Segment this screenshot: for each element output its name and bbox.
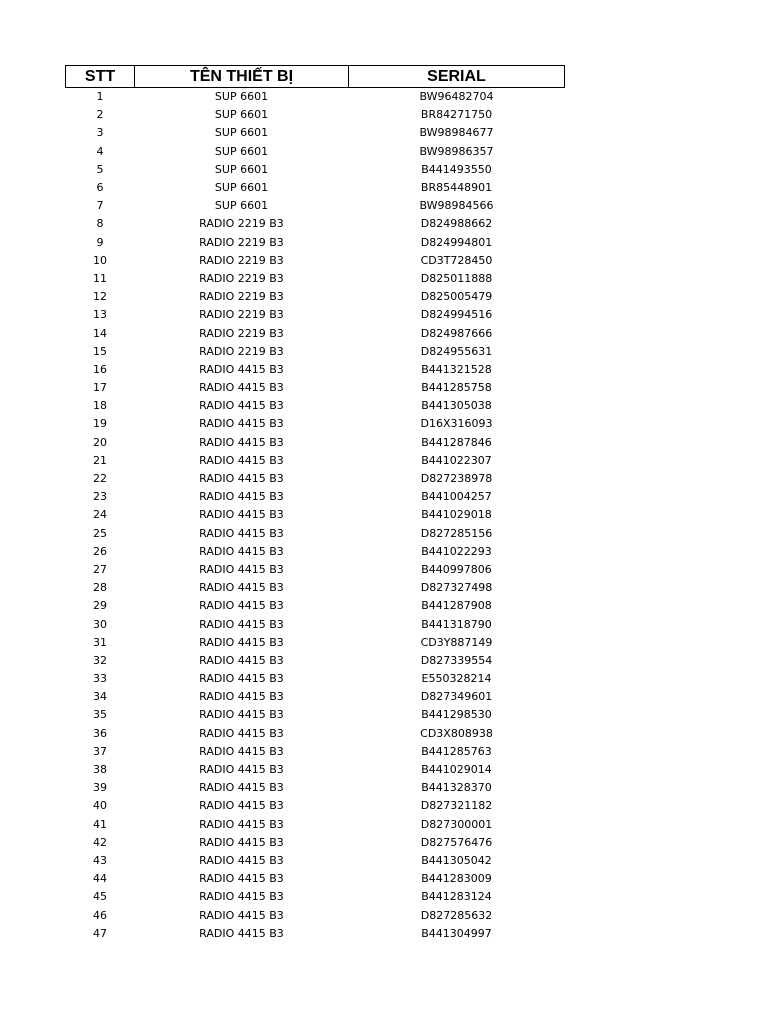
row-device-name-cell: RADIO 2219 B3 [199,235,284,249]
table-row [66,379,565,397]
row-device-name-cell: RADIO 4415 B3 [199,381,284,395]
row-serial-cell: B441283124 [421,890,492,904]
row-serial-cell: D827300001 [420,817,493,831]
table-row [66,706,565,724]
table-row [66,234,565,252]
row-stt-cell: 32 [93,653,107,667]
row-serial-cell: D827327498 [420,581,493,595]
table-header [66,66,565,88]
row-serial-cell: D825005479 [420,290,493,304]
header-row [66,66,565,88]
row-stt-cell: 26 [93,544,107,558]
table-row [66,215,565,233]
row-serial-cell: B441285758 [421,381,492,395]
row-stt-cell: 19 [93,417,107,431]
row-device-name-cell: RADIO 2219 B3 [199,271,284,285]
row-serial-cell: B440997806 [421,562,492,576]
row-stt-cell: 21 [93,453,107,467]
row-stt-cell: 45 [93,890,107,904]
equipment-table [65,65,565,943]
row-device-name-cell: RADIO 4415 B3 [199,690,284,704]
table-row [66,143,565,161]
table-row [66,779,565,797]
row-serial-cell: D827349601 [420,690,493,704]
row-serial-cell: B441029018 [421,508,492,522]
row-device-name-cell: RADIO 2219 B3 [199,217,284,231]
table-row [66,543,565,561]
row-device-name-cell: RADIO 2219 B3 [199,344,284,358]
table-row [66,324,565,342]
row-serial-cell: B441004257 [421,490,492,504]
table-row [66,925,565,943]
row-stt-cell: 12 [93,290,107,304]
row-device-name-cell: RADIO 4415 B3 [199,544,284,558]
row-stt-cell: 25 [93,526,107,540]
row-serial-cell: CD3T728450 [420,253,493,267]
row-device-name-cell: RADIO 4415 B3 [199,763,284,777]
row-serial-cell: D827285156 [420,526,493,540]
row-stt-cell: 47 [93,926,107,940]
row-stt-cell: 3 [96,126,104,140]
row-stt-cell: 11 [93,271,107,285]
row-stt-cell: 8 [96,217,104,231]
row-stt-cell: 38 [93,763,107,777]
row-device-name-cell: RADIO 4415 B3 [199,508,284,522]
row-stt-cell: 39 [93,781,107,795]
row-stt-cell: 29 [93,599,107,613]
row-serial-cell: BW96482704 [419,90,494,104]
equipment-sheet [65,65,564,943]
row-serial-cell: CD3Y887149 [420,635,493,649]
header-device-name: TÊN THIẾT BỊ [135,66,349,88]
row-stt-cell: 5 [96,162,104,176]
row-device-name-cell: RADIO 4415 B3 [199,799,284,813]
table-row [66,525,565,543]
row-device-name-cell: RADIO 4415 B3 [199,926,284,940]
table-row [66,597,565,615]
table-body [66,88,565,943]
table-row [66,816,565,834]
row-device-name-cell: RADIO 4415 B3 [199,653,284,667]
row-stt-cell: 20 [93,435,107,449]
row-stt-cell: 37 [93,744,107,758]
table-row [66,343,565,361]
row-device-name-cell: RADIO 4415 B3 [199,744,284,758]
row-serial-cell: D824994801 [420,235,493,249]
row-device-name-cell: RADIO 4415 B3 [199,872,284,886]
table-row [66,870,565,888]
row-serial-cell: D827321182 [420,799,493,813]
row-device-name-cell: RADIO 2219 B3 [199,290,284,304]
row-stt-cell: 43 [93,853,107,867]
row-device-name-cell: SUP 6601 [214,144,269,158]
row-stt-cell: 16 [93,362,107,376]
row-device-name-cell: RADIO 2219 B3 [199,253,284,267]
table-row [66,252,565,270]
row-device-name-cell: RADIO 4415 B3 [199,726,284,740]
table-row [66,434,565,452]
row-stt-cell: 14 [93,326,107,340]
row-device-name-cell: RADIO 4415 B3 [199,490,284,504]
row-stt-cell: 42 [93,835,107,849]
row-stt-cell: 30 [93,617,107,631]
row-device-name-cell: RADIO 4415 B3 [199,562,284,576]
row-stt-cell: 13 [93,308,107,322]
row-serial-cell: B441321528 [421,362,492,376]
table-row [66,470,565,488]
row-serial-cell: D824987666 [420,326,493,340]
row-stt-cell: 9 [96,235,104,249]
row-device-name-cell: RADIO 2219 B3 [199,326,284,340]
row-stt-cell: 41 [93,817,107,831]
row-serial-cell: B441318790 [421,617,492,631]
row-device-name-cell: RADIO 4415 B3 [199,817,284,831]
row-serial-cell: B441029014 [421,763,492,777]
table-row [66,797,565,815]
row-serial-cell: D827339554 [420,653,493,667]
row-serial-cell: B441022293 [421,544,492,558]
row-stt-cell: 40 [93,799,107,813]
row-serial-cell: B441022307 [421,453,492,467]
row-serial-cell: B441283009 [421,872,492,886]
row-stt-cell: 24 [93,508,107,522]
row-device-name-cell: RADIO 2219 B3 [199,308,284,322]
table-row [66,761,565,779]
row-device-name-cell: RADIO 4415 B3 [199,399,284,413]
row-stt-cell: 2 [96,108,104,122]
row-stt-cell: 7 [96,199,104,213]
table-row [66,506,565,524]
row-serial-cell: B441304997 [421,926,492,940]
row-serial-cell: B441285763 [421,744,492,758]
table-row [66,652,565,670]
table-row [66,197,565,215]
row-device-name-cell: SUP 6601 [214,90,269,104]
row-serial-cell: D824994516 [420,308,493,322]
row-device-name-cell: RADIO 4415 B3 [199,617,284,631]
table-row [66,579,565,597]
row-serial-cell: B441305042 [421,853,492,867]
row-stt-cell: 31 [93,635,107,649]
row-device-name-cell: SUP 6601 [214,181,269,195]
row-serial-cell: BW98984566 [419,199,494,213]
row-serial-cell: CD3X808938 [420,726,493,740]
row-device-name-cell: RADIO 4415 B3 [199,362,284,376]
row-stt-cell: 28 [93,581,107,595]
table-row [66,397,565,415]
row-serial-cell: D827238978 [420,472,493,486]
table-row [66,670,565,688]
row-device-name-cell: SUP 6601 [214,126,269,140]
table-row [66,288,565,306]
table-row [66,888,565,906]
table-row [66,852,565,870]
table-row [66,834,565,852]
row-serial-cell: D825011888 [420,271,493,285]
row-device-name-cell: RADIO 4415 B3 [199,781,284,795]
table-row [66,415,565,433]
row-stt-cell: 44 [93,872,107,886]
row-serial-cell: B441305038 [421,399,492,413]
row-stt-cell: 22 [93,472,107,486]
row-serial-cell: BW98984677 [419,126,494,140]
row-serial-cell: B441298530 [421,708,492,722]
table-row [66,124,565,142]
row-serial-cell: B441328370 [421,781,492,795]
row-stt-cell: 35 [93,708,107,722]
row-device-name-cell: RADIO 4415 B3 [199,472,284,486]
table-row [66,179,565,197]
row-serial-cell: D827576476 [420,835,493,849]
table-row [66,161,565,179]
row-serial-cell: B441287908 [421,599,492,613]
row-device-name-cell: SUP 6601 [214,108,269,122]
table-row [66,88,565,107]
row-device-name-cell: RADIO 4415 B3 [199,581,284,595]
row-serial-cell: B441287846 [421,435,492,449]
table-row [66,306,565,324]
row-stt-cell: 6 [96,181,104,195]
row-device-name-cell: RADIO 4415 B3 [199,417,284,431]
table-row [66,106,565,124]
row-device-name-cell: RADIO 4415 B3 [199,835,284,849]
row-serial-cell: BR85448901 [420,181,493,195]
table-row [66,615,565,633]
row-device-name-cell: RADIO 4415 B3 [199,672,284,686]
row-device-name-cell: RADIO 4415 B3 [199,453,284,467]
row-device-name-cell: RADIO 4415 B3 [199,526,284,540]
row-serial-cell: D16X316093 [420,417,493,431]
row-device-name-cell: RADIO 4415 B3 [199,908,284,922]
row-device-name-cell: SUP 6601 [214,199,269,213]
table-row [66,488,565,506]
header-stt: STT [66,66,135,88]
row-stt-cell: 46 [93,908,107,922]
table-row [66,452,565,470]
row-device-name-cell: RADIO 4415 B3 [199,635,284,649]
row-device-name-cell: RADIO 4415 B3 [199,708,284,722]
row-device-name-cell: RADIO 4415 B3 [199,853,284,867]
row-serial-cell: B441493550 [421,162,492,176]
table-row [66,906,565,924]
row-device-name-cell: RADIO 4415 B3 [199,890,284,904]
table-row [66,361,565,379]
table-row [66,743,565,761]
row-stt-cell: 23 [93,490,107,504]
row-serial-cell: BW98986357 [419,144,494,158]
row-serial-cell: D827285632 [420,908,493,922]
row-stt-cell: 17 [93,381,107,395]
row-serial-cell: D824988662 [420,217,493,231]
table-row [66,688,565,706]
row-stt-cell: 15 [93,344,107,358]
row-serial-cell: E550328214 [421,672,492,686]
header-serial: SERIAL [349,66,565,88]
row-stt-cell: 27 [93,562,107,576]
row-stt-cell: 1 [96,90,104,104]
row-stt-cell: 10 [93,253,107,267]
table-row [66,561,565,579]
row-device-name-cell: SUP 6601 [214,162,269,176]
table-row [66,270,565,288]
row-stt-cell: 36 [93,726,107,740]
row-stt-cell: 34 [93,690,107,704]
row-stt-cell: 33 [93,672,107,686]
row-stt-cell: 18 [93,399,107,413]
row-serial-cell: BR84271750 [420,108,493,122]
row-device-name-cell: RADIO 4415 B3 [199,435,284,449]
row-device-name-cell: RADIO 4415 B3 [199,599,284,613]
row-serial-cell: D824955631 [420,344,493,358]
table-row [66,634,565,652]
table-row [66,725,565,743]
row-stt-cell: 4 [96,144,104,158]
